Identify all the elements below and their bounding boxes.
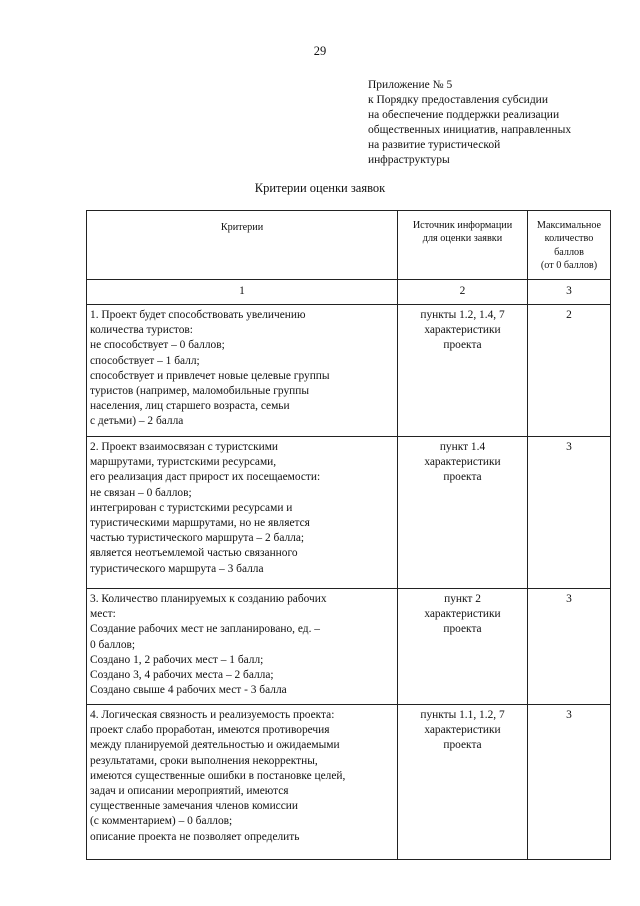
max-points-cell: 2 xyxy=(528,305,611,437)
document-title: Критерии оценки заявок xyxy=(254,181,386,195)
source-cell: пункт 1.4 характеристики проекта xyxy=(398,437,528,589)
source-cell: пункты 1.2, 1.4, 7 характеристики проекта xyxy=(398,305,528,437)
appendix-line: на обеспечение поддержки реализации xyxy=(368,109,560,121)
page-number: 29 xyxy=(313,44,327,58)
criteria-cell: 2. Проект взаимосвязан с туристскими маршрутами, туристскими ресурсами, его реализация даст прирост их посещаемости: не связан – 0 баллов; интегрирован с туристскими ресурсами и туристическими маршрутами, но не является частью туристического маршрута – 2 балла; является неотъемлемой частью связанного туристического маршрута – 3 балла xyxy=(87,437,398,589)
appendix-line: на развитие туристической xyxy=(368,139,501,151)
source-cell: пункты 1.1, 1.2, 7 характеристики проекта xyxy=(398,705,528,860)
table-row xyxy=(87,437,611,589)
appendix-line: к Порядку предоставления субсидии xyxy=(368,94,548,106)
appendix-title: Приложение № 5 xyxy=(368,79,453,91)
criteria-cell: 4. Логическая связность и реализуемость проекта: проект слабо проработан, имеются противоречия между планируемой деятельностью и ожидаемыми результатами, сроки выполнения некорректны, имеются существенные ошибки в постановке целей, задач и описании мероприятий, имеются существенные замечания членов комиссии (с комментарием) – 0 баллов; описание проекта не позволяет определить xyxy=(87,705,398,860)
column-number-row xyxy=(87,280,611,305)
appendix-block xyxy=(368,78,598,168)
table-row xyxy=(87,589,611,705)
table-row xyxy=(87,705,611,860)
header-source: Источник информации для оценки заявки xyxy=(398,211,528,280)
criteria-cell: 1. Проект будет способствовать увеличению количества туристов: не способствует – 0 баллов; способствует – 1 балл; способствует и привлечет новые целевые группы туристов (например, маломобильные группы населения, лиц старшего возраста, семьи с детьми) – 2 балла xyxy=(87,305,398,437)
header-criteria: Критерии xyxy=(87,211,398,280)
max-points-cell: 3 xyxy=(528,589,611,705)
criteria-table xyxy=(86,210,611,860)
column-number: 1 xyxy=(87,280,398,305)
max-points-cell: 3 xyxy=(528,437,611,589)
appendix-line: общественных инициатив, направленных xyxy=(368,124,572,136)
source-cell: пункт 2 характеристики проекта xyxy=(398,589,528,705)
table-row xyxy=(87,305,611,437)
criteria-cell: 3. Количество планируемых к созданию рабочих мест: Создание рабочих мест не запланировано, ед. – 0 баллов; Создано 1, 2 рабочих мест – 1 балл; Создано 3, 4 рабочих места – 2 балла; Создано свыше 4 рабочих мест - 3 балла xyxy=(87,589,398,705)
max-points-cell: 3 xyxy=(528,705,611,860)
appendix-line: инфраструктуры xyxy=(368,154,450,166)
column-number: 2 xyxy=(398,280,528,305)
table-header-row xyxy=(87,211,611,280)
header-max-points: Максимальное количество баллов (от 0 баллов) xyxy=(528,211,611,280)
column-number: 3 xyxy=(528,280,611,305)
